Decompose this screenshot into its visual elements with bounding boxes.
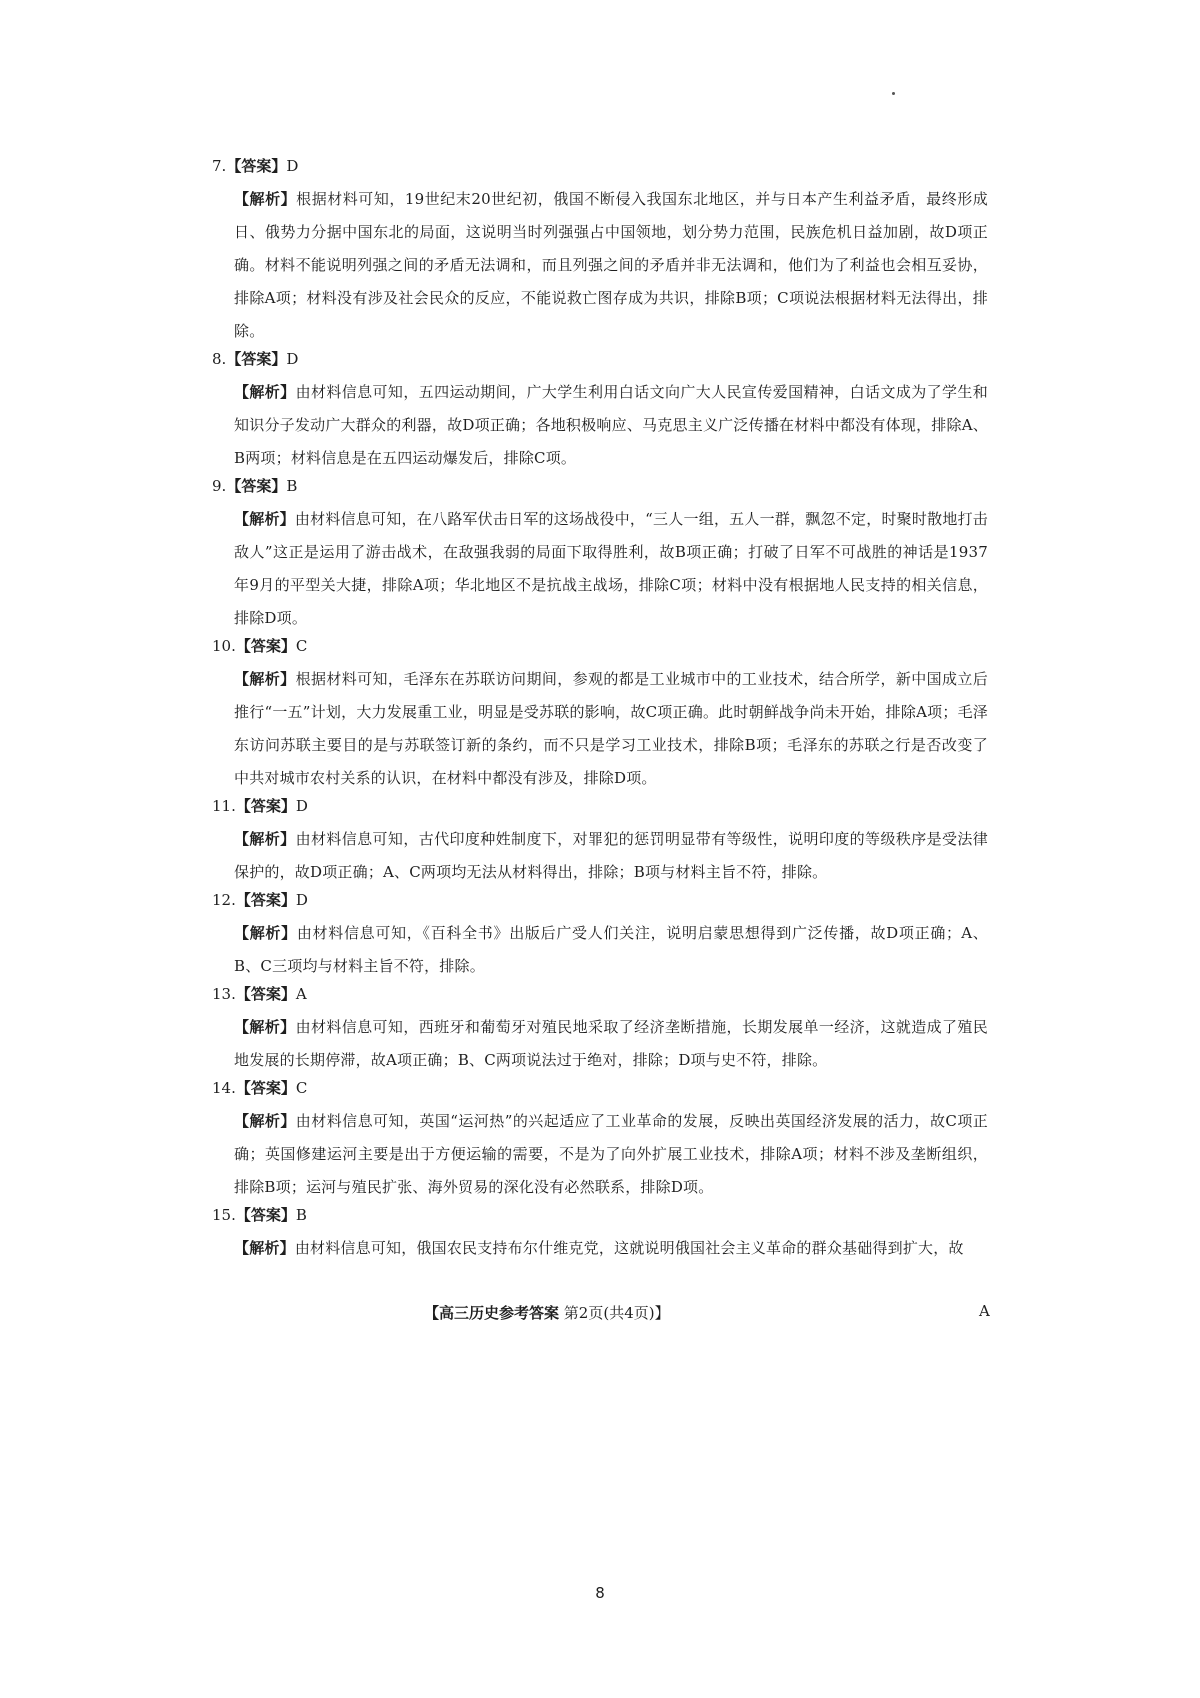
analysis-paragraph	[234, 183, 988, 348]
question-number: 15.	[212, 1206, 236, 1224]
answer-line	[212, 635, 988, 658]
answer-line	[212, 889, 988, 912]
answer-line	[212, 348, 988, 371]
question-number: 11.	[212, 797, 236, 815]
answer-line	[212, 983, 988, 1006]
answer-item	[212, 1204, 988, 1265]
analysis-text: 由材料信息可知，在八路军伏击日军的这场战役中，“三人一组，五人一群，飘忽不定，时聚时散地打击敌人”这正是运用了游击战术，在敌强我弱的局面下取得胜利，故B项正确；打破了日军不可战胜的神话是1937年9月的平型关大捷，排除A项；华北地区不是抗战主战场，排除C项；材料中没有根据地人民支持的相关信息，排除D项。	[234, 510, 989, 627]
page-number: 8	[595, 1584, 605, 1602]
analysis-label: 【解析】	[234, 510, 295, 528]
answer-value: B	[295, 1206, 307, 1224]
analysis-text: 由材料信息可知，西班牙和葡萄牙对殖民地采取了经济垄断措施，长期发展单一经济，这就造成了殖民地发展的长期停滞，故A项正确；B、C两项说法过于绝对，排除；D项与史不符，排除。	[234, 1018, 988, 1069]
analysis-label: 【解析】	[234, 830, 296, 848]
answer-value: D	[295, 891, 308, 909]
answer-value: D	[286, 157, 299, 175]
answer-value: D	[286, 350, 299, 368]
answer-line	[212, 795, 988, 818]
question-number: 8.	[212, 350, 227, 368]
footer-title: 【高三历史参考答案	[424, 1304, 560, 1322]
answer-value: C	[295, 637, 308, 655]
analysis-label: 【解析】	[234, 1239, 295, 1257]
analysis-text: 由材料信息可知，英国“运河热”的兴起适应了工业革命的发展，反映出英国经济发展的活力，故C项正确；英国修建运河主要是出于方便运输的需要，不是为了向外扩展工业技术，排除A项；材料不涉及垄断组织，排除B项；运河与殖民扩张、海外贸易的深化没有必然联系，排除D项。	[234, 1112, 988, 1196]
analysis-text: 由材料信息可知，俄国农民支持布尔什维克党，这就说明俄国社会主义革命的群众基础得到扩大，故	[294, 1239, 964, 1257]
analysis-label: 【解析】	[234, 383, 296, 401]
analysis-text: 由材料信息可知，五四运动期间，广大学生利用白话文向广大人民宣传爱国精神，白话文成为了学生和知识分子发动广大群众的利器，故D项正确；各地积极响应、马克思主义广泛传播在材料中都没有体现，排除A、B两项；材料信息是在五四运动爆发后，排除C项。	[234, 383, 988, 467]
answer-label: 【答案】	[235, 985, 296, 1003]
answer-list	[212, 155, 988, 1265]
analysis-paragraph	[234, 917, 988, 983]
answer-line	[212, 1204, 988, 1227]
scan-dot	[892, 92, 895, 95]
page-footer	[424, 1302, 990, 1323]
answer-label: 【答案】	[226, 477, 287, 495]
analysis-label: 【解析】	[234, 670, 296, 688]
analysis-paragraph	[234, 663, 988, 795]
answer-label: 【答案】	[235, 637, 296, 655]
analysis-paragraph	[234, 1011, 988, 1077]
answer-value: C	[295, 1079, 308, 1097]
answer-value: A	[295, 985, 307, 1003]
analysis-label: 【解析】	[234, 1018, 296, 1036]
answer-item	[212, 983, 988, 1077]
answer-item	[212, 795, 988, 889]
answer-line	[212, 155, 988, 178]
answer-label: 【答案】	[235, 797, 296, 815]
question-number: 10.	[212, 637, 236, 655]
answer-item	[212, 1077, 988, 1204]
analysis-text: 由材料信息可知，古代印度种姓制度下，对罪犯的惩罚明显带有等级性，说明印度的等级秩序是受法律保护的，故D项正确；A、C两项均无法从材料得出，排除；B项与材料主旨不符，排除。	[234, 830, 988, 881]
analysis-text: 根据材料可知，19世纪末20世纪初，俄国不断侵入我国东北地区，并与日本产生利益矛盾，最终形成日、俄势力分据中国东北的局面，这说明当时列强强占中国领地，划分势力范围，民族危机日益加剧，故D项正确。材料不能说明列强之间的矛盾无法调和，而且列强之间的矛盾并非无法调和，他们为了利益也会相互妥协，排除A项；材料没有涉及社会民众的反应，不能说救亡图存成为共识，排除B项；C项说法根据材料无法得出，排除。	[234, 190, 988, 340]
answer-label: 【答案】	[235, 891, 296, 909]
answer-item	[212, 348, 988, 475]
answer-value: D	[295, 797, 308, 815]
analysis-label: 【解析】	[234, 924, 297, 942]
answer-label: 【答案】	[235, 1206, 296, 1224]
analysis-text: 由材料信息可知，《百科全书》出版后广受人们关注，说明启蒙思想得到广泛传播，故D项正确；A、B、C三项均与材料主旨不符，排除。	[234, 924, 988, 975]
analysis-label: 【解析】	[234, 190, 297, 208]
question-number: 7.	[212, 157, 227, 175]
answer-label: 【答案】	[226, 157, 287, 175]
answer-item	[212, 475, 988, 635]
question-number: 14.	[212, 1079, 236, 1097]
question-number: 12.	[212, 891, 236, 909]
question-number: 9.	[212, 477, 227, 495]
footer-page-info: 第2页(共4页)】	[563, 1304, 670, 1322]
analysis-paragraph	[234, 1105, 988, 1204]
answer-line	[212, 1077, 988, 1100]
analysis-paragraph	[234, 376, 988, 475]
answer-value: B	[286, 477, 298, 495]
answer-item	[212, 635, 988, 795]
analysis-paragraph	[234, 823, 988, 889]
answer-label: 【答案】	[226, 350, 287, 368]
answer-label: 【答案】	[235, 1079, 296, 1097]
answer-item	[212, 155, 988, 348]
answer-line	[212, 475, 988, 498]
question-number: 13.	[212, 985, 236, 1003]
analysis-text: 根据材料可知，毛泽东在苏联访问期间，参观的都是工业城市中的工业技术，结合所学，新中国成立后推行“一五”计划，大力发展重工业，明显是受苏联的影响，故C项正确。此时朝鲜战争尚未开始，排除A项；毛泽东访问苏联主要目的是与苏联签订新的条约，而不只是学习工业技术，排除B项；毛泽东的苏联之行是否改变了中共对城市农村关系的认识，在材料中都没有涉及，排除D项。	[234, 670, 988, 787]
analysis-label: 【解析】	[234, 1112, 296, 1130]
analysis-paragraph	[234, 1232, 988, 1265]
footer-version: A	[979, 1302, 990, 1320]
analysis-paragraph	[234, 503, 988, 635]
answer-item	[212, 889, 988, 983]
